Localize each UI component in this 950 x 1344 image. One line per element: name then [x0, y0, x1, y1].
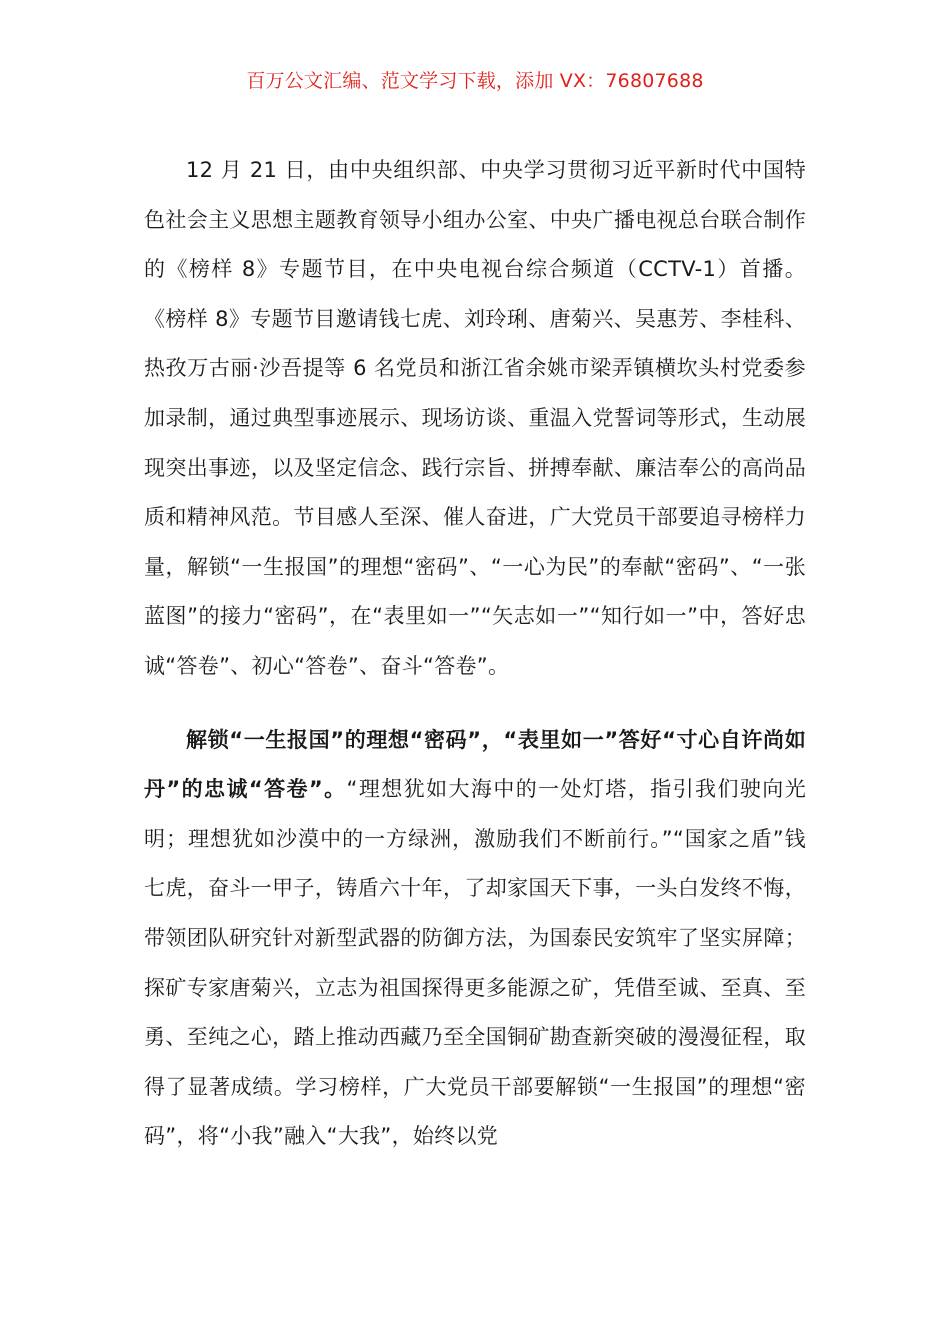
section-body: “理想犹如大海中的一处灯塔，指引我们驶向光明；理想犹如沙漠中的一方绿洲，激励我们不断前行。”“国家之盾”钱七虎，奋斗一甲子，铸盾六十年，了却家国天下事，一头白发终不悔，带领团队研究针对新型武器的防御方法，为国泰民安筑牢了坚实屏障；探矿专家唐菊兴，立志为祖国探得更多能源之矿，凭借至诚、至真、至勇、至纯之心，踏上推动西藏乃至全国铜矿勘查新突破的漫漫征程，取得了显著成绩。学习榜样，广大党员干部要解锁“一生报国”的理想“密码”，将“小我”融入“大我”，始终以党 [144, 777, 806, 1149]
intro-paragraph: 12 月 21 日，由中央组织部、中央学习贯彻习近平新时代中国特色社会主义思想主题教育领导小组办公室、中央广播电视总台联合制作的《榜样 8》专题节目，在中央电视台综合频道（CCTV-1）首播。《榜样 8》专题节目邀请钱七虎、刘玲琍、唐菊兴、吴惠芳、李桂科、热孜万古丽·沙吾提等 6 名党员和浙江省余姚市梁弄镇横坎头村党委参加录制，通过典型事迹展示、现场访谈、重温入党誓词等形式，生动展现突出事迹，以及坚定信念、践行宗旨、拼搏奉献、廉洁奉公的高尚品质和精神风范。节目感人至深、催人奋进，广大党员干部要追寻榜样力量，解锁“一生报国”的理想“密码”、“一心为民”的奉献“密码”、“一张蓝图”的接力“密码”，在“表里如一”“矢志如一”“知行如一”中，答好忠诚“答卷”、初心“答卷”、奋斗“答卷”。 [144, 158, 806, 678]
section-paragraph [144, 716, 806, 1162]
download-notice: 百万公文汇编、范文学习下载，添加 VX：76807688 [246, 70, 704, 92]
section-heading: 解锁“一生报国”的理想“密码”，“表里如一”答好“寸心自许尚如丹”的忠诚“答卷”。 [144, 727, 806, 802]
article-body [144, 146, 806, 1162]
